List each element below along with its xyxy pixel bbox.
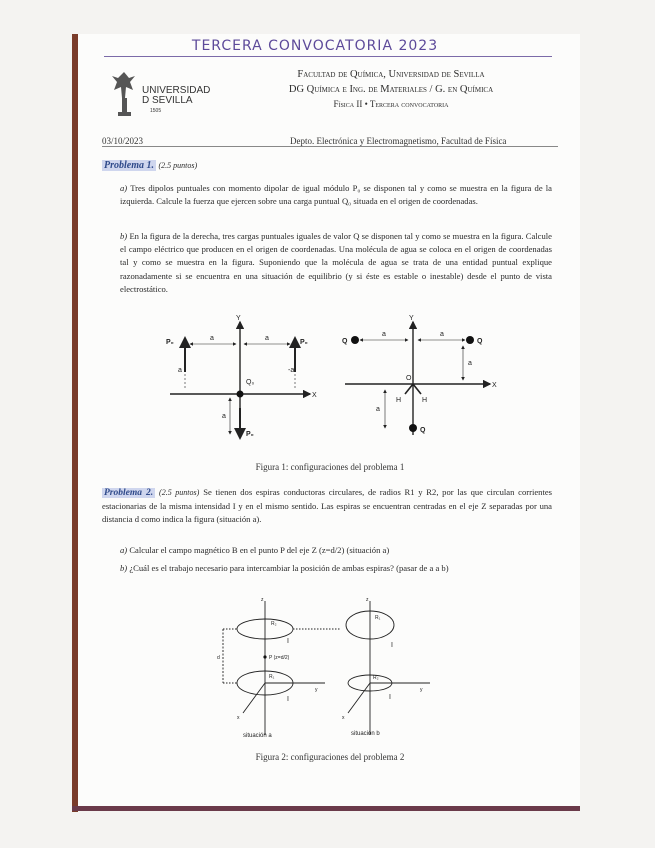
charge-q-bottom [409,424,417,432]
fig2a-x-axis [243,683,265,713]
problem1-a-label: a) [120,183,128,193]
university-name-line1: UNIVERSIDAD [142,85,211,96]
fig2b-i-top: I [391,642,393,649]
problem2-intro-text: Se tienen dos espiras conductoras circulares, de radios R1 y R2, por las que circulan corrientes estacionarias de la misma intensidad I y en el mismo sentido. Las espiras se encuentran centradas en el eje Z separadas por una distancia d como indica la figura (situación a). [102,487,553,525]
problem1-title: Problema 1. [104,160,154,171]
fig1r-x-label: X [492,382,497,389]
logo-emblem-icon [112,72,135,116]
fig2a-d-label: d [217,655,220,661]
point-p [263,655,266,658]
fig1l-y-label: Y [236,315,241,322]
problem1-b-text: En la figura de la derecha, tres cargas puntuales iguales de valor Q se disponen tal y como se muestra en la figura. Calcule el campo eléctrico que producen en el origen de coordenadas. Una molécula de agua se coloca en el origen de coordenadas tal y como se muestra en la figura. Suponiendo que la molécula de agua se trata de una entidad puntual explique razonadamente si se encuentra en una situación de equilibrio (y si éste es estable o inestable) desde el punto de vista electrostático. [120,231,552,294]
fig1l-a-top-right: a [265,335,269,342]
fig1r-a-bottom: a [376,406,380,413]
figure2-diagram [205,595,445,745]
charge-q-left [351,336,359,344]
fig2a-i-top: I [287,638,289,645]
fig1l-q0-label: Q₀ [246,379,255,386]
fig1r-h-left: H [396,397,402,404]
problem2-a-text: Calcular el campo magnético B en el punto P del eje Z (z=d/2) (situación a) [129,545,390,555]
problem2-points: (2.5 puntos) [159,488,200,497]
figure1-diagrams [160,310,500,445]
fig1r-q-bottom: Q [420,427,426,434]
problem1-points: (2.5 puntos) [158,161,198,170]
university-name-line2: D SEVILLA [142,95,193,106]
fig2b-x-label: x [342,715,345,721]
exam-date: 03/10/2023 [102,136,144,146]
handwritten-underline [104,56,552,57]
water-bond-right [413,384,421,394]
fig1r-q-left: Q [342,338,348,345]
fig1r-a-top-left: a [382,331,386,338]
fig2b-r1-label: R₁ [375,615,381,621]
university-year: 1505 [150,108,162,114]
header-line1: Facultad de Química, Universidad de Sevilla [297,69,485,80]
handwritten-title: TERCERA CONVOCATORIA 2023 [191,38,439,54]
fig1r-o-label: O [406,375,412,382]
figure1-caption: Figura 1: configuraciones del problema 1 [255,462,405,472]
exam-header [226,67,556,112]
problem2-b-label: b) [120,563,128,573]
fig1l-a-left: a [178,367,182,374]
header-divider [102,146,558,147]
fig1l-a-bottom: a [222,413,226,420]
fig1l-x-label: X [312,392,317,399]
fig1r-a-top-right: a [440,331,444,338]
figure1-left [170,322,310,438]
fig2a-y-label: y [315,687,318,693]
problem1-a-text: Tres dipolos puntuales con momento dipolar de igual módulo P₀ se disponen tal y como se muestra en la figura de la izquierda. Calcule la fuerza que ejercen sobre una carga puntual Q₀ situada en el origen de coordenadas. [120,183,553,207]
problem1-heading [102,160,197,171]
header-line3: Física II • Tercera convocatoria [333,99,449,109]
fig2b-z-label: z [366,597,369,603]
problem1-part-b [120,230,552,296]
problem2-intro [102,486,552,527]
situation-a-label: situación a [243,733,272,739]
figure2-caption: Figura 2: configuraciones del problema 2 [255,752,405,762]
problem2-part-b [120,562,552,575]
problem2-a-label: a) [120,545,128,555]
fig2b-i-bottom: I [389,694,391,701]
problem2-part-a [120,544,552,557]
fig2b-r2-label: R₂ [373,675,379,681]
situation-b-label: situación b [351,731,380,737]
header-line2: DG Química e Ing. de Materiales / G. en Química [288,84,494,95]
problem2-b-text: ¿Cuál es el trabajo necesario para intercambiar la posición de ambas espiras? (pasar de a a b) [129,563,449,573]
fig1l-p0-right: P₀ [300,339,308,346]
fig1r-y-label: Y [409,315,414,322]
charge-q0 [237,391,244,398]
problem1-b-label: b) [120,231,128,241]
fig1l-a-top-left: a [210,335,214,342]
fig2a-p-label: P (z=d/2) [269,655,290,661]
department: Depto. Electrónica y Electromagnetismo, Facultad de Física [290,136,507,146]
fig1l-p0-left: P₀ [166,339,174,346]
fig1l-p0-bottom: P₀ [246,431,254,438]
scan-edge-bottom [72,806,580,811]
fig1l-minus-a: -a [288,367,295,374]
problem1-part-a [120,182,552,208]
fig2b-y-label: y [420,687,423,693]
fig1r-h-right: H [422,397,428,404]
charge-q-right [466,336,474,344]
problem2-title: Problema 2. [104,488,154,498]
fig2a-x-label: x [237,715,240,721]
problem2-heading [102,488,203,498]
fig2a-z-label: z [261,597,264,603]
water-bond-left [405,384,413,394]
fig2a-r1-label: R₁ [269,674,275,680]
fig2a-i-bottom: I [287,696,289,703]
fig2a-r2-label: R₂ [271,621,277,627]
university-name [142,86,210,116]
fig1r-a-right: a [468,360,472,367]
fig1r-q-right: Q [477,338,483,345]
